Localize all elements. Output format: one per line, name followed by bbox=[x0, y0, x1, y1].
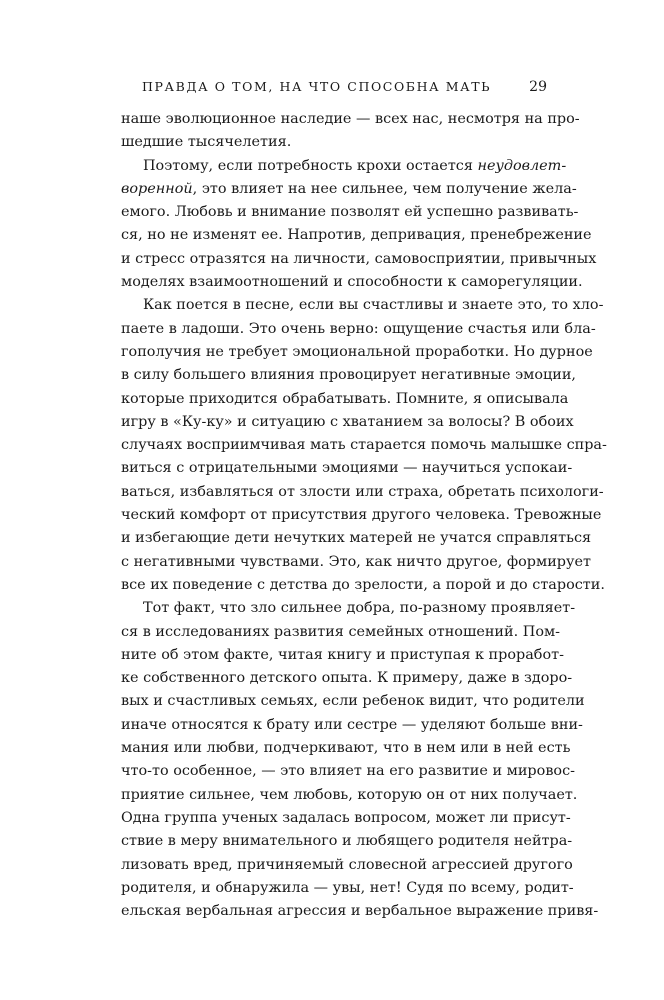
text-line: ельская вербальная агрессия и вербальное выражение привя- bbox=[121, 903, 599, 920]
text-line: ся, но не изменят ее. Напротив, депривация, пренебрежение bbox=[121, 227, 592, 244]
text-line: в силу большего влияния провоцирует негативные эмоции, bbox=[121, 367, 576, 384]
text-line: мания или любви, подчеркивают, что в нем или в ней есть bbox=[121, 740, 571, 757]
text-line: Как поется в песне, если вы счастливы и знаете это, то хло- bbox=[143, 297, 604, 314]
text-line: ся в исследованиях развития семейных отношений. Пом- bbox=[121, 623, 561, 640]
text-line: ваться, избавляться от злости или страха, обретать психологи- bbox=[121, 483, 604, 500]
text-line: Тот факт, что зло сильнее добра, по-разному проявляет- bbox=[143, 600, 576, 617]
running-header bbox=[122, 77, 547, 97]
text-line: шедшие тысячелетия. bbox=[121, 134, 292, 151]
text-line: иначе относятся к брату или сестре — уделяют больше вни- bbox=[121, 716, 583, 733]
text-line: ствие в меру внимательного и любящего родителя нейтра- bbox=[121, 833, 573, 850]
text-line: с негативными чувствами. Это, как ничто другое, формирует bbox=[121, 553, 591, 570]
body-text bbox=[121, 108, 607, 923]
text-line: игру в «Ку-ку» и ситуацию с хватанием за волосы? В обоих bbox=[121, 413, 574, 430]
text-line: моделях взаимоотношений и способности к саморегуляции. bbox=[121, 274, 583, 291]
text-line: воренной, это влияет на нее сильнее, чем получение жела- bbox=[121, 180, 577, 197]
paragraph bbox=[121, 108, 580, 155]
text-line: Поэтому, если потребность крохи остается неудовлет- bbox=[143, 157, 567, 174]
text-line: Одна группа ученых задалась вопросом, может ли присут- bbox=[121, 809, 571, 826]
text-line: случаях восприимчивая мать старается помочь малышке спра- bbox=[121, 437, 607, 454]
text-line: родителя, и обнаружила — увы, нет! Судя по всему, родит- bbox=[121, 879, 574, 896]
text-line: вых и счастливых семьях, если ребенок видит, что родители bbox=[121, 693, 585, 710]
text-line: лизовать вред, причиняемый словесной агрессией другого bbox=[121, 856, 573, 873]
text-line: емого. Любовь и внимание позволят ей успешно развивать- bbox=[121, 204, 579, 221]
running-title: ПРАВДА О ТОМ, НА ЧТО СПОСОБНА МАТЬ bbox=[142, 79, 492, 94]
paragraph bbox=[121, 155, 597, 295]
paragraph bbox=[121, 294, 607, 597]
text-line: наше эволюционное наследие — всех нас, несмотря на про- bbox=[121, 111, 580, 127]
emphasis: воренной bbox=[121, 180, 193, 197]
text-line: все их поведение с детства до зрелости, а порой и до старости. bbox=[121, 576, 605, 593]
text-line: и стресс отразятся на личности, самовосприятии, привычных bbox=[121, 250, 597, 267]
text-line: виться с отрицательными эмоциями — научиться успокаи- bbox=[121, 460, 573, 477]
paragraph bbox=[121, 597, 599, 923]
text-line: паете в ладоши. Это очень верно: ощущение счастья или бла- bbox=[121, 320, 596, 337]
text-line: которые приходится обрабатывать. Помните, я описывала bbox=[121, 390, 569, 407]
text-line: ните об этом факте, читая книгу и приступая к проработ- bbox=[121, 646, 564, 663]
emphasis: неудовлет- bbox=[477, 157, 567, 174]
text-line: и избегающие дети нечутких матерей не учатся справляться bbox=[121, 530, 592, 547]
text-line: ке собственного детского опыта. К примеру, даже в здоро- bbox=[121, 670, 573, 687]
page-number: 29 bbox=[529, 79, 547, 95]
text-line: что-то особенное, — это влияет на его развитие и мировос- bbox=[121, 763, 576, 780]
text-line: приятие сильнее, чем любовь, которую он от них получает. bbox=[121, 786, 578, 803]
text-line: гополучия не требует эмоциональной проработки. Но дурное bbox=[121, 343, 593, 360]
text-line: ческий комфорт от присутствия другого человека. Тревожные bbox=[121, 507, 602, 524]
